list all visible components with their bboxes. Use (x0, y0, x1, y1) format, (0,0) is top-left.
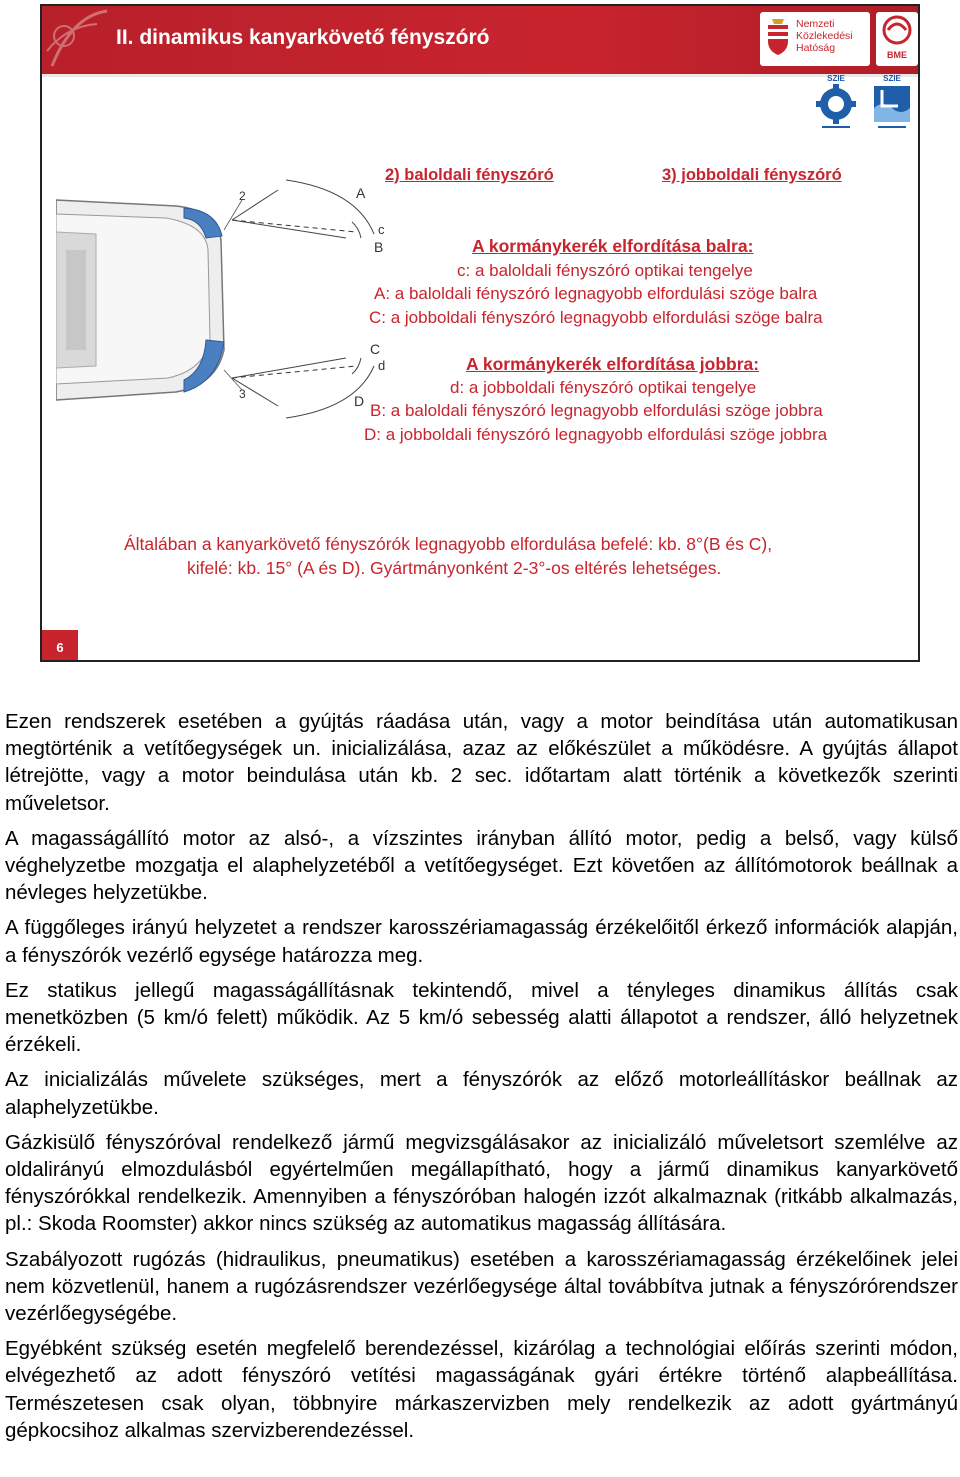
left-headlight-heading: 2) baloldali fényszóró (385, 166, 554, 184)
label-C: C (370, 341, 381, 357)
label-num-2: 2 (239, 189, 246, 203)
turn-left-line-3: C: a jobboldali fényszóró legnagyobb elfordulási szöge balra (369, 308, 823, 327)
gear-icon (812, 82, 860, 134)
turn-right-heading: A kormánykerék elfordítása jobbra: (466, 354, 760, 374)
paragraph-5: Az inicializálás művelete szükséges, mert a fényszórók az előző motorleállításkor beállnak az alaphelyzetükbe. (5, 1068, 958, 1119)
car-headlight-diagram (56, 170, 386, 430)
paragraph-6: Gázkisülő fényszóróval rendelkező jármű megvizsgálásakor az inicializáló műveletsort szemlélve az oldalirányú elmozdulásból egyértelműen megállapítható, hogy a jármű dinamikus kanyarkövető fényszórókkal rendelkezik. Amennyiben a fényszóróban halogén izzót alkalmaznak (ritkább alkalmazás, pl.: Skoda Roomster) akkor nincs szükség az automatikus magasság állítására. (5, 1130, 958, 1236)
body-text (5, 708, 958, 1452)
paragraph-8: Egyébként szükség esetén megfelelő berendezéssel, kizárólag a technológiai előírás szerinti módon, elvégezhető az adott fényszóró vetítési magasságának gyári értékre történő alapbeállítása. Természetesen csak olyan, többnyire márkaszervizben mely rendelkezik az adott gyártmányú gépkocsihoz alkalmas szervizberendezéssel. (5, 1337, 958, 1442)
paragraph-7: Szabályozott rugózás (hidraulikus, pneumatikus) esetében a karosszériamagasság érzékelőinek jelei nem közvetlenül, hanem a rugózásrendszer vezérlőegysége által továbbítva jutnak a fényszórórendszer vezérlőegységébe. (5, 1247, 958, 1326)
label-d: d (378, 358, 386, 373)
turn-right-line-1: d: a jobboldali fényszóró optikai tengelye (450, 378, 757, 397)
szie-logo-label: SZIE (827, 74, 845, 83)
nkh-logo-text: Nemzeti Közlekedési Hatóság (796, 18, 853, 54)
szie-logo-label-2: SZIE (883, 74, 901, 83)
bme-logo (876, 12, 918, 66)
bme-emblem-icon (876, 12, 918, 50)
turn-right-line-2: B: a baloldali fényszóró legnagyobb elfordulási szöge jobbra (370, 401, 823, 420)
szie-water-logo (868, 74, 916, 136)
turn-left-line-1: c: a baloldali fényszóró optikai tengelye (457, 261, 753, 280)
slide-footer (42, 632, 918, 660)
slide-title: II. dinamikus kanyarkövető fényszóró (116, 26, 490, 49)
paragraph-1: Ezen rendszerek esetében a gyújtás ráadása után, vagy a motor beindítása után automatikusan megtörténik a vetítőegységek un. inicializálása, azaz az előkészület a működésre. A gyújtás állapot létrejötte, vagy a motor beindulása után kb. 2 sec. időtartam alatt történik a következők szerinti műveletsor. (5, 710, 958, 815)
slide-header (42, 6, 918, 74)
label-c: c (378, 222, 385, 237)
label-D: D (354, 393, 365, 409)
label-num-3: 3 (239, 387, 246, 401)
wave-icon (868, 82, 916, 134)
label-B: B (374, 239, 384, 255)
turn-left-line-2: A: a baloldali fényszóró legnagyobb elfordulási szöge balra (374, 284, 818, 303)
coat-of-arms-icon (766, 17, 790, 57)
paragraph-3: A függőleges irányú helyzetet a rendszer karosszériamagasság érzékelőitől érkező információk alapján, a fényszórók vezérlő egysége határozza meg. (5, 916, 958, 967)
paragraph-4: Ez statikus jellegű magasságállításnak tekintendő, mivel a tényleges dinamikus állítás csak menetközben (5 km/ó felett) működik. Az 5 km/ó sebesség alatti állapotot a rendszer, álló helyzetnek érzékeli. (5, 978, 958, 1057)
slide (40, 4, 920, 662)
header-swirl-decoration (42, 6, 112, 74)
szie-gear-logo (812, 74, 860, 136)
turn-left-heading: A kormánykerék elfordítása balra: (472, 236, 754, 256)
label-A: A (356, 185, 366, 201)
nkh-logo (760, 12, 870, 66)
paragraph-2: A magasságállító motor az alsó-, a vízszintes irányban állító motor, pedig a belső, vagy külső véghelyzetbe mozgatja el alaphelyzetéből a vetítőegységet. Ezt követően az állítómotorok beállnak a névleges helyzetükbe. (5, 826, 958, 905)
bme-logo-text: BME (887, 50, 907, 60)
page-number: 6 (56, 640, 64, 655)
note-line-1: Általában a kanyarkövető fényszórók legnagyobb elfordulása befelé: kb. 8°(B és C), (124, 534, 773, 554)
header-rule (42, 74, 918, 77)
note-line-2: kifelé: kb. 15° (A és D). Gyártmányonként 2-3°-os eltérés lehetséges. (187, 558, 722, 578)
turn-right-line-3: D: a jobboldali fényszóró legnagyobb elfordulási szöge jobbra (364, 425, 828, 444)
right-headlight-heading: 3) jobboldali fényszóró (662, 166, 842, 184)
